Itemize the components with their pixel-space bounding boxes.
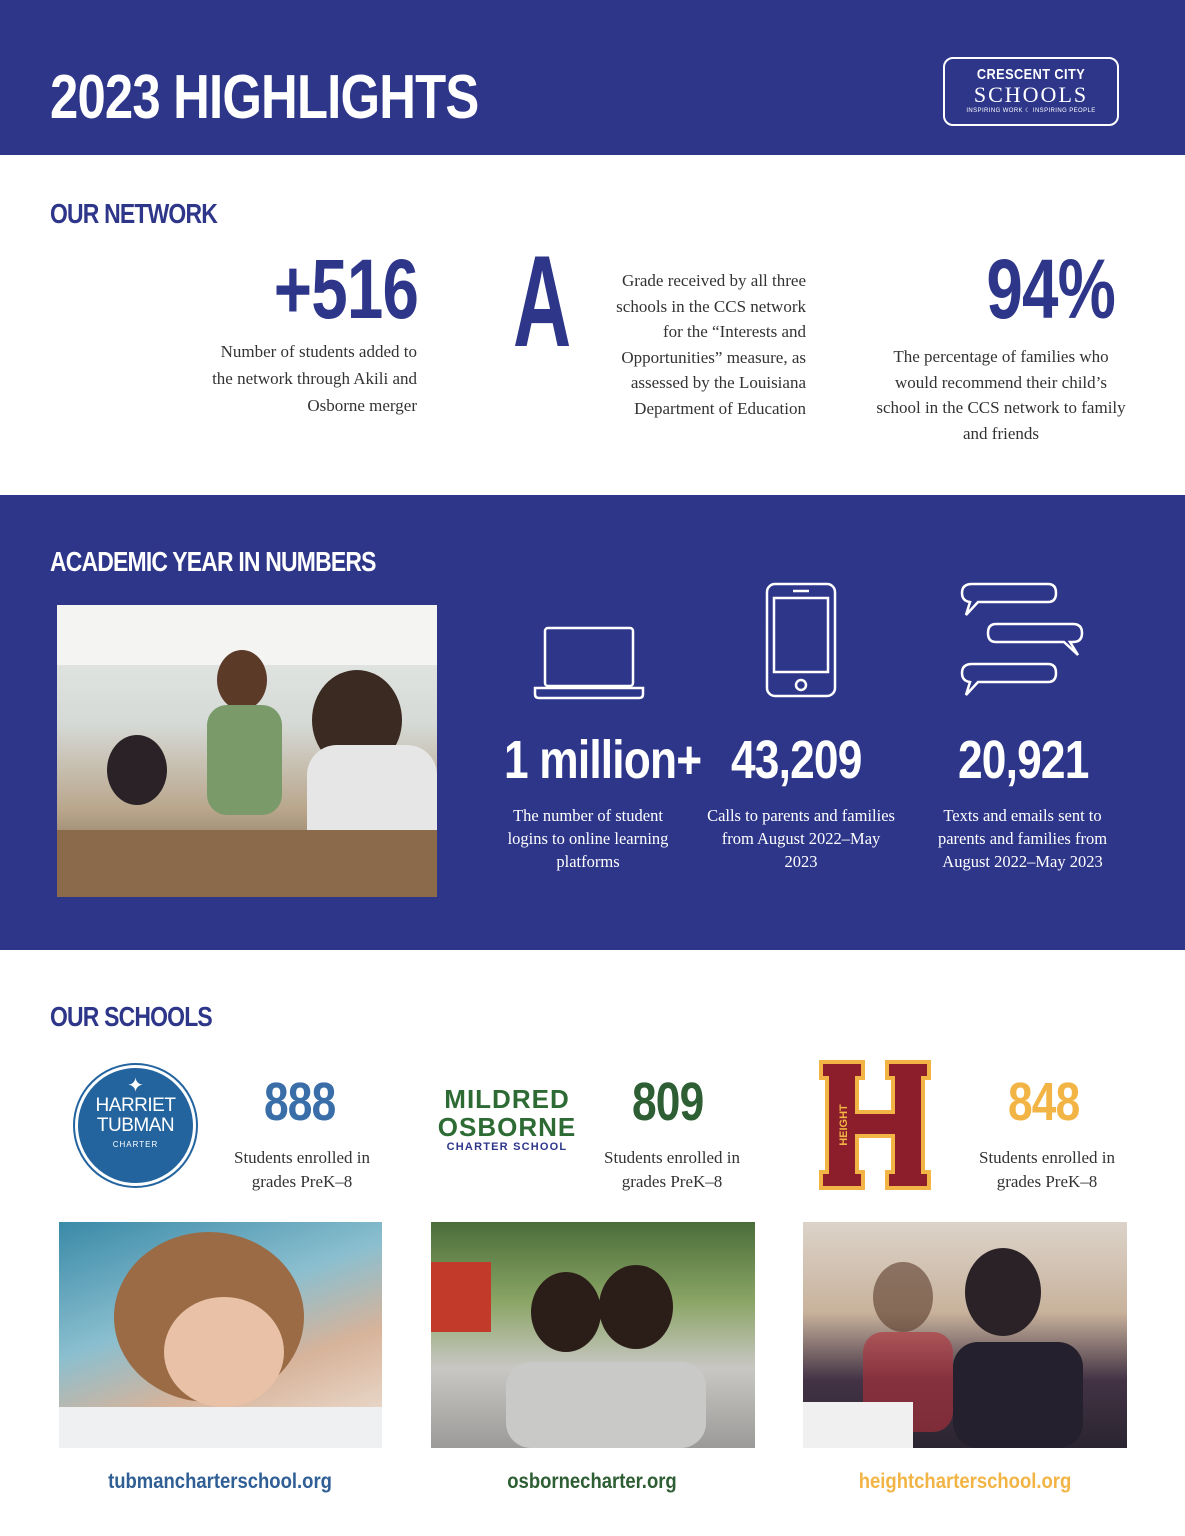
height-logo-word: HEIGHT <box>838 1104 850 1146</box>
tubman-student-photo <box>59 1222 382 1448</box>
tubman-logo-line-3: CHARTER <box>112 1140 159 1149</box>
height-student-photo <box>803 1222 1127 1448</box>
link-osborne-website[interactable]: osbornecharter.org <box>507 1470 677 1493</box>
star-icon: ✦ <box>127 1075 144 1097</box>
link-height-website[interactable]: heightcharterschool.org <box>858 1470 1072 1493</box>
harriet-tubman-logo <box>75 1065 196 1186</box>
tubman-logo-line-2: TUBMAN <box>96 1115 175 1136</box>
mildred-osborne-logo <box>432 1085 582 1153</box>
section-heading-schools: OUR SCHOOLS <box>50 1001 212 1032</box>
logo-line-1: CRESCENT CITY <box>976 66 1086 83</box>
osborne-logo-line-2: OSBORNE <box>437 1112 577 1142</box>
stat-value-students-added: +516 <box>273 242 418 336</box>
enrollment-height: 848 <box>1008 1072 1080 1132</box>
tubman-logo-line-1: HARRIET <box>95 1095 176 1116</box>
stat-value-recommend-percent: 94% <box>986 242 1115 336</box>
classroom-photo <box>57 605 437 897</box>
enrollment-osborne: 809 <box>632 1072 704 1132</box>
stat-text-logins: The number of student logins to online learning platforms <box>507 806 669 871</box>
page-title: 2023 HIGHLIGHTS <box>50 63 479 132</box>
section-heading-academic: ACADEMIC YEAR IN NUMBERS <box>50 546 376 577</box>
enrollment-text-tubman: Students enrolled in grades PreK–8 <box>234 1148 370 1191</box>
enrollment-tubman: 888 <box>264 1072 336 1132</box>
link-tubman-website[interactable]: tubmancharterschool.org <box>108 1470 332 1493</box>
logo-line-2: SCHOOLS <box>973 82 1089 107</box>
laptop-icon <box>533 626 645 700</box>
header-banner <box>0 0 1185 155</box>
enrollment-text-height: Students enrolled in grades PreK–8 <box>979 1148 1115 1191</box>
stat-text-texts: Texts and emails sent to parents and families from August 2022–May 2023 <box>937 806 1108 871</box>
height-charter-logo <box>819 1060 931 1190</box>
osborne-students-photo <box>431 1222 755 1448</box>
enrollment-text-osborne: Students enrolled in grades PreK–8 <box>604 1148 740 1191</box>
phone-icon <box>765 582 837 698</box>
osborne-logo-line-1: MILDRED <box>444 1084 570 1114</box>
stat-text-grade: Grade received by all three schools in the CCS network for the “Interests and Opportunities” measure, as assessed by the Louisiana Department of Education <box>616 271 806 418</box>
stat-value-grade: A <box>513 228 571 374</box>
chat-bubbles-icon <box>960 582 1085 698</box>
stat-text-calls: Calls to parents and families from August 2022–May 2023 <box>707 806 895 871</box>
crescent-city-schools-logo <box>943 57 1119 126</box>
stat-value-texts: 20,921 <box>958 730 1089 790</box>
stat-text-recommend-percent: The percentage of families who would recommend their child’s school in the CCS network to family and friends <box>876 347 1126 443</box>
logo-tagline: INSPIRING WORK ☾ INSPIRING PEOPLE <box>966 108 1096 114</box>
section-heading-network: OUR NETWORK <box>50 198 217 229</box>
osborne-logo-line-3: CHARTER SCHOOL <box>446 1141 568 1153</box>
stat-value-calls: 43,209 <box>731 730 862 790</box>
stat-text-students-added: Number of students added to the network through Akili and Osborne merger <box>212 342 417 415</box>
stat-value-logins: 1 million+ <box>504 730 702 790</box>
